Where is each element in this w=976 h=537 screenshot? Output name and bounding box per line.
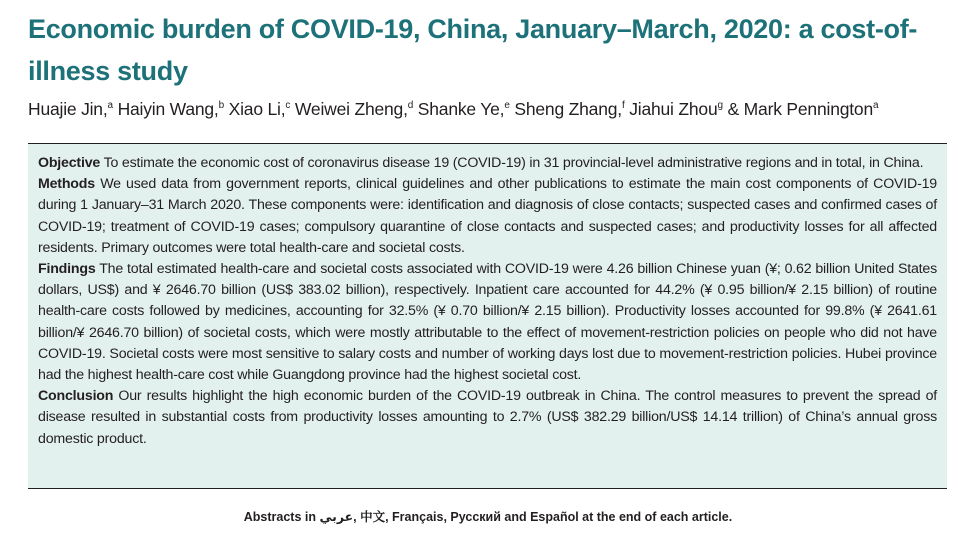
abstract-conclusion (38, 386, 937, 450)
methods-text: We used data from government reports, clinical guidelines and other publications to estimate the main cost components of COVID-19 during 1 January–31 March 2020. These components were: identification and diagnosis of close contacts; suspected cases and confirmed cases of COVID-19; treatment of COVID-19 cases; compulsory quarantine of close contacts and suspected cases; and productivity losses for all affected residents. Primary outcomes were total health-care and societal costs. (38, 176, 937, 256)
objective-text: To estimate the economic cost of coronavirus disease 19 (COVID-19) in 31 provincial-level administrative regions and in total, in China. (103, 155, 924, 171)
conclusion-text: Our results highlight the high economic burden of the COVID-19 outbreak in China. The control measures to prevent the spread of disease resulted in substantial costs from productivity losses amounting to 2.7% (US$ 382.29 billion/US$ 14.14 trillion) of China’s annual gross domestic product. (38, 388, 938, 447)
abstracts-languages-note: Abstracts in عربي, 中文, Français, Русский and Español at the end of each article. (243, 510, 733, 524)
affiliation-mark: g (717, 100, 723, 111)
abstract-box (28, 143, 947, 489)
objective-label: Objective (38, 155, 101, 171)
author-name: & Mark Pennington (727, 99, 873, 119)
methods-label: Methods (38, 176, 95, 193)
abstract-objective (38, 153, 937, 174)
author-name: Huajie Jin, (28, 99, 108, 119)
author-name: Xiao Li, (228, 99, 286, 119)
findings-label: Findings (38, 261, 96, 278)
affiliation-mark: e (504, 100, 510, 111)
affiliation-mark: a (107, 100, 113, 111)
author-name: Weiwei Zheng, (294, 99, 408, 119)
findings-text: The total estimated health-care and societal costs associated with COVID-19 were 4.26 billion Chinese yuan (¥; 0.62 billion United States dollars, US$) and ¥ 2646.70 billion (US$ 383.02 billion), respectively. Inpatient care accounted for 44.2% (¥ 0.95 billion/¥ 2.15 billion) of routine health-care costs followed by medicines, accounting for 32.5% (¥ 0.70 billion/¥ 2.15 billion). Productivity losses accounted for 99.8% (¥ 2641.61 billion/¥ 2646.70 billion) of societal costs, which were mostly attributable to the effect of movement-restriction policies on people who did not have COVID-19. Societal costs were most sensitive to salary costs and number of working days lost due to movement-restriction policies. Hubei province had the highest health-care cost while Guangdong province had the highest societal cost. (38, 261, 937, 384)
author-name: Sheng Zhang, (514, 99, 622, 119)
affiliation-mark: f (621, 100, 625, 111)
article-title: Economic burden of COVID-19, China, January–March, 2020: a cost-of-illness study (28, 14, 918, 86)
affiliation-mark: b (218, 100, 224, 111)
conclusion-label: Conclusion (38, 388, 114, 405)
author-name: Jiahui Zhou (629, 99, 718, 119)
abstract-methods (38, 174, 937, 259)
author-name: Shanke Ye, (417, 99, 505, 119)
affiliation-mark: a (872, 100, 879, 111)
author-list (28, 97, 968, 125)
affiliation-mark: c (285, 100, 291, 111)
abstract-findings (38, 259, 937, 386)
affiliation-mark: d (407, 100, 414, 111)
author-name: Haiyin Wang, (117, 99, 219, 119)
